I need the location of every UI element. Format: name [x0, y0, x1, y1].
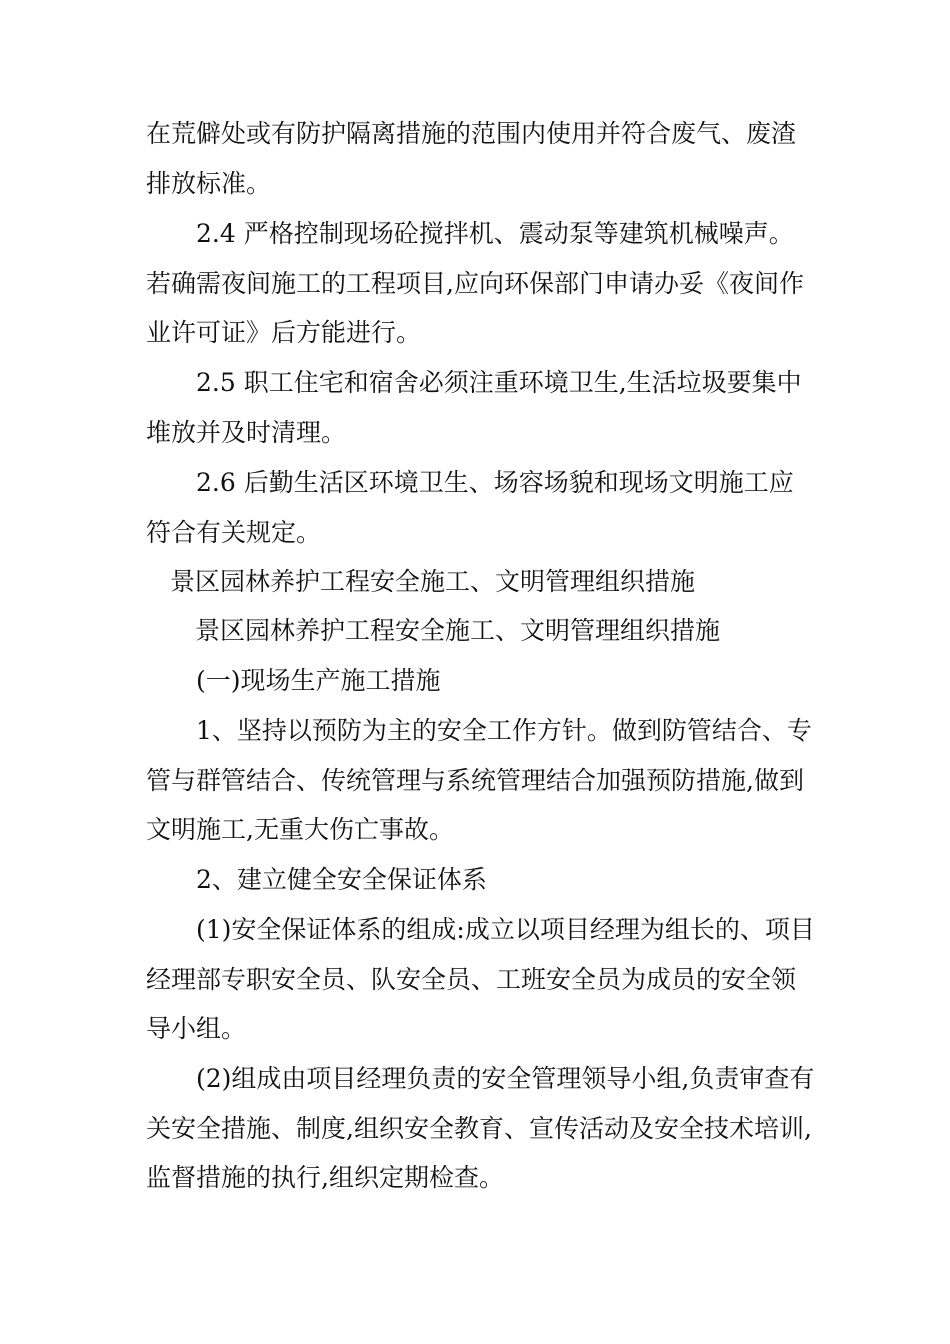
paragraph-item-2: 2、建立健全安全保证体系 [196, 865, 487, 894]
paragraph-2-4: 2.4 严格控制现场砼搅拌机、震动泵等建筑机械噪声。若确需夜间施工的工程项目,应向环保部门申请办妥《夜间作业许可证》后方能进行。 [146, 219, 804, 347]
paragraph-2-6: 2.6 后勤生活区环境卫生、场容场貌和现场文明施工应符合有关规定。 [146, 468, 794, 547]
paragraph-item-2-1: (1)安全保证体系的组成:成立以项目经理为组长的、项目经理部专职安全员、队安全员、工班安全员为成员的安全领导小组。 [146, 915, 815, 1043]
paragraph-item-1: 1、坚持以预防为主的安全工作方针。做到防管结合、专管与群管结合、传统管理与系统管理结合加强预防措施,做到文明施工,无重大伤亡事故。 [146, 716, 812, 844]
section-heading: 景区园林养护工程安全施工、文明管理组织措施 [170, 567, 696, 596]
paragraph-2-5: 2.5 职工住宅和宿舍必须注重环境卫生,生活垃圾要集中堆放并及时清理。 [146, 368, 802, 447]
subsection-heading: (一)现场生产施工措施 [196, 666, 441, 695]
paragraph-continuation: 在荒僻处或有防护隔离措施的范围内使用并符合废气、废渣排放标准。 [146, 119, 797, 198]
paragraph-item-2-2: (2)组成由项目经理负责的安全管理领导小组,负责审查有关安全措施、制度,组织安全教育、宣传活动及安全技术培训,监督措施的执行,组织定期检查。 [146, 1064, 815, 1192]
section-heading-repeat: 景区园林养护工程安全施工、文明管理组织措施 [195, 616, 721, 645]
